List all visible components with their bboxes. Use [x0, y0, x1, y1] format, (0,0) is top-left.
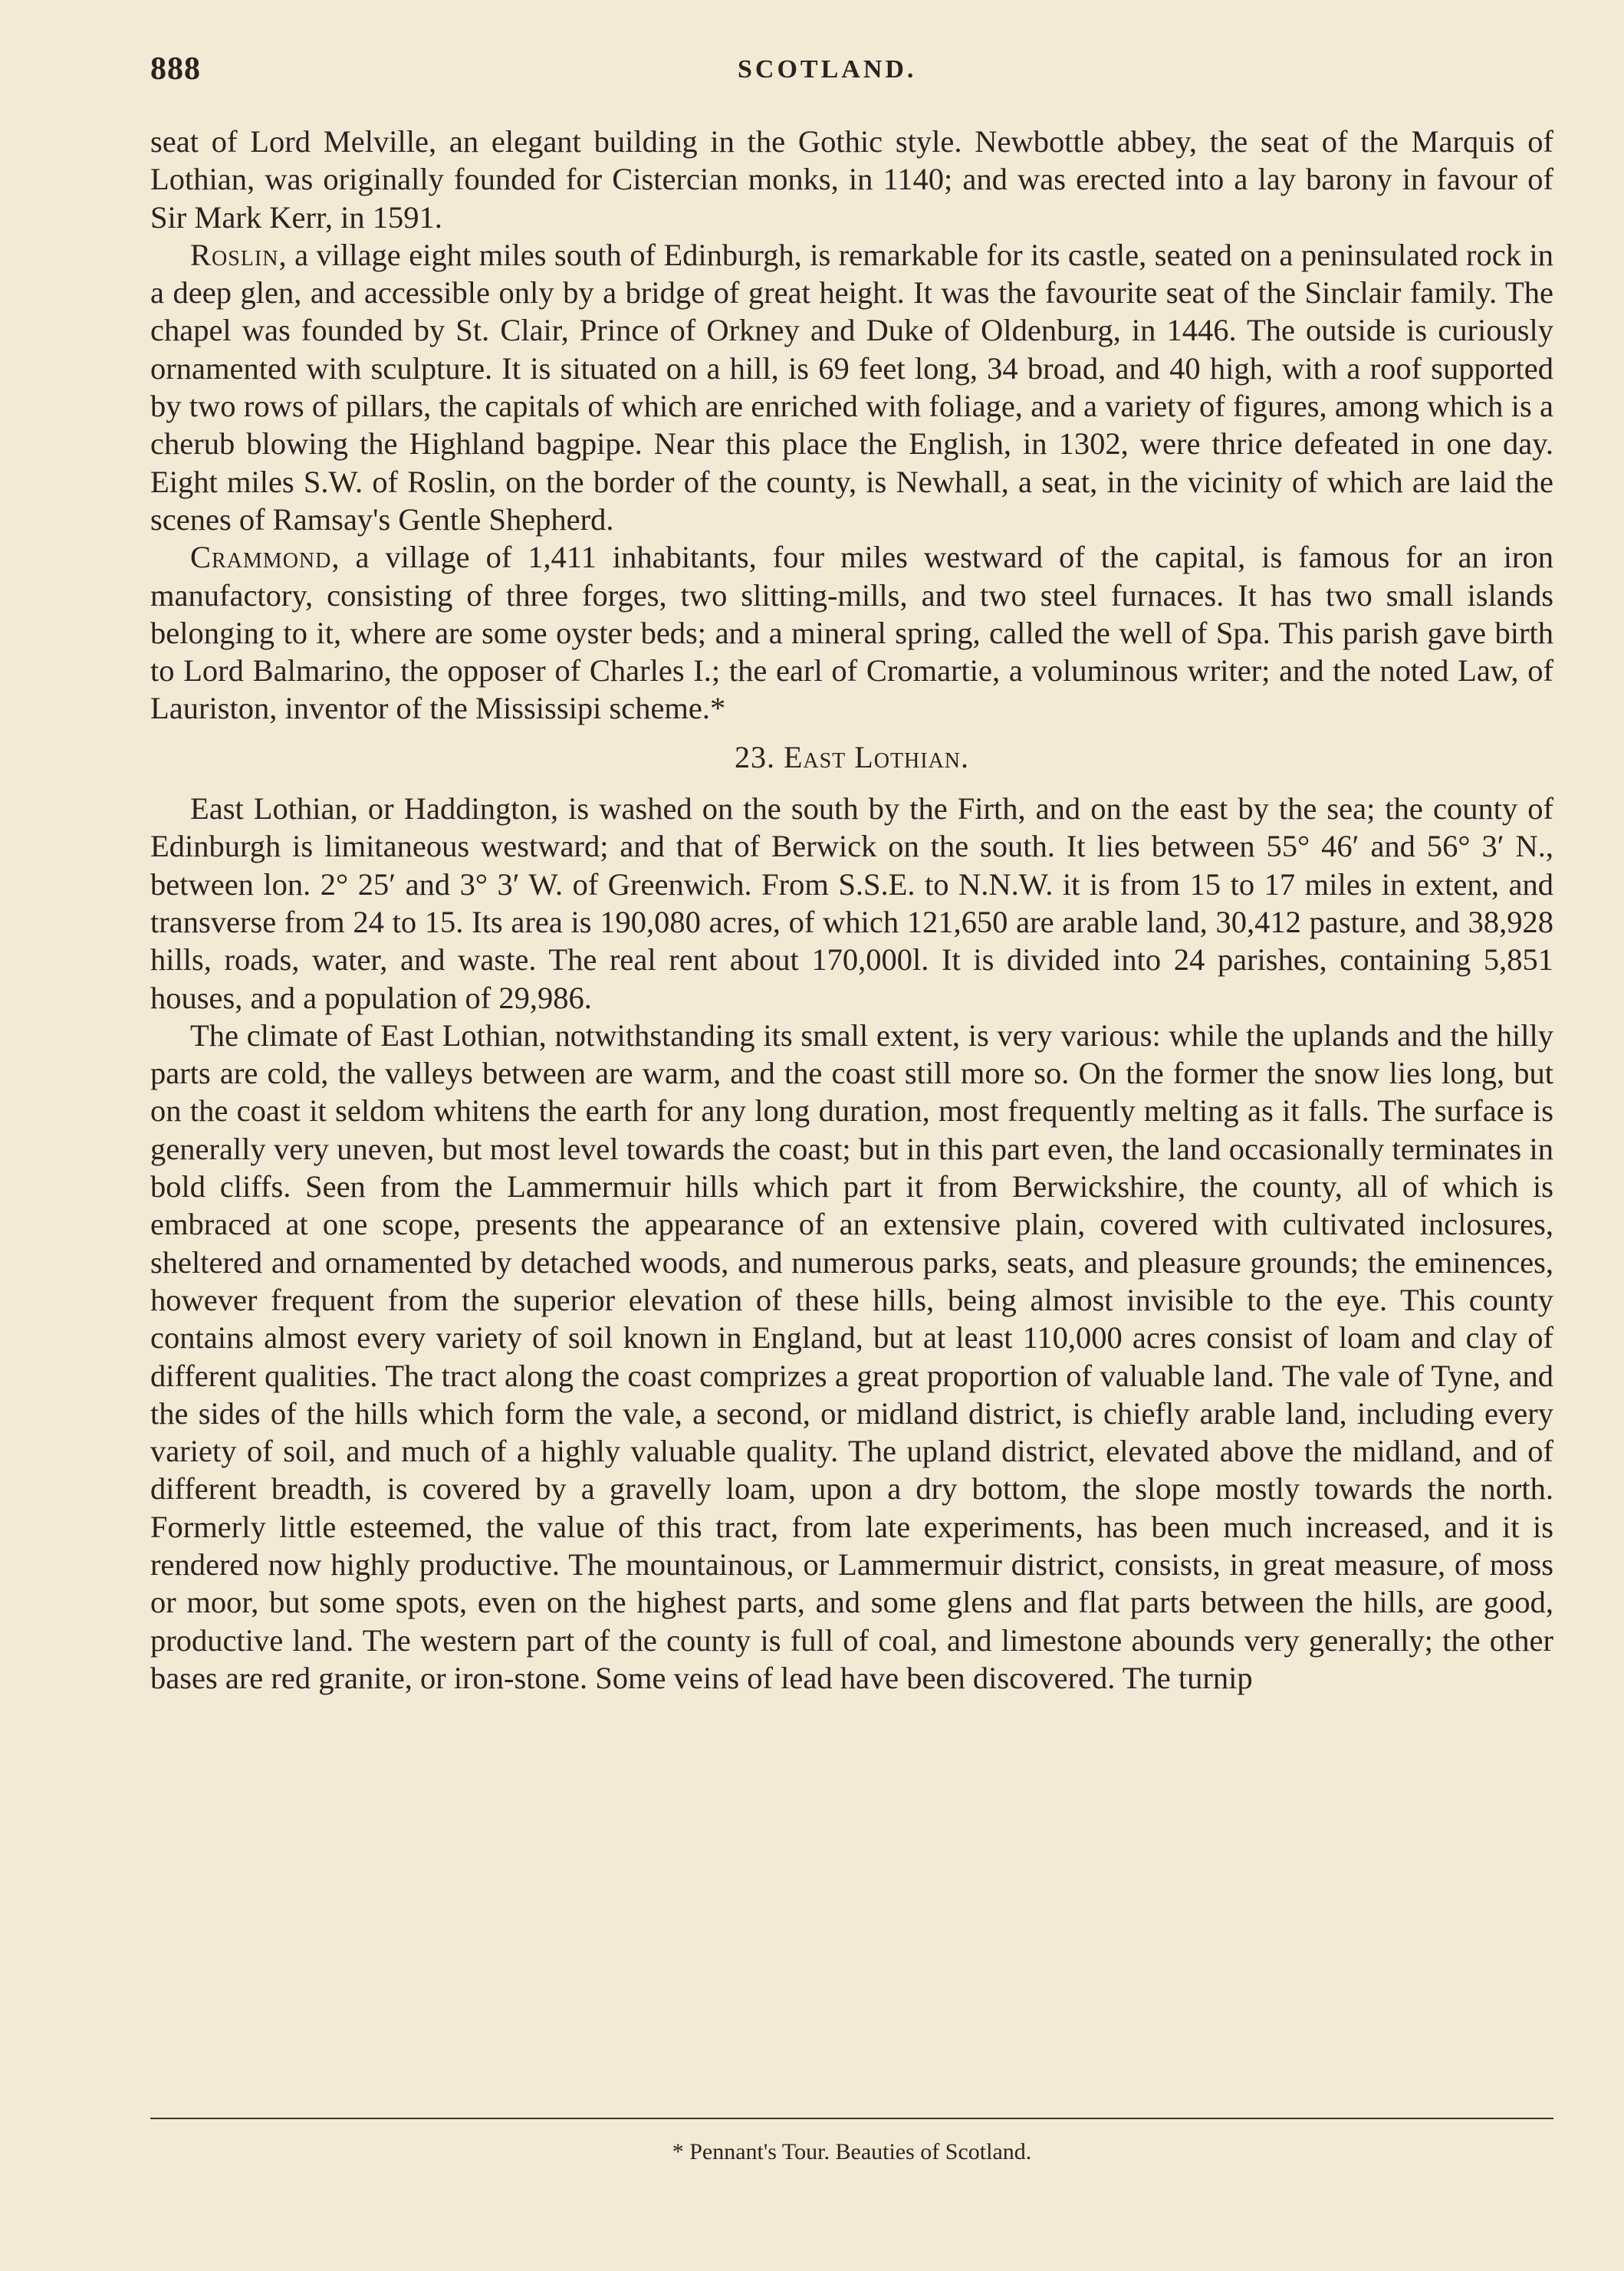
- footnote-rule: [150, 2118, 1553, 2119]
- running-title: SCOTLAND.: [738, 55, 917, 84]
- page-number: 888: [150, 51, 201, 87]
- paragraph-crammond-text: , a village of 1,411 inhabitants, four miles westward of the capital, is famous for an iron manufactory, consisting of three forges, two slitting-mills, and two steel furnaces. It has two small islands belonging to it, where are some oyster beds; and a mineral spring, called the well of Spa. This parish gave birth to Lord Balmarino, the opposer of Charles I.; the earl of Cromartie, a voluminous writer; and the noted Law, of Lauriston, inventor of the Mississipi scheme.*: [150, 540, 1553, 726]
- section-heading: 23. East Lothian.: [734, 739, 970, 774]
- paragraph-newbottle: seat of Lord Melville, an elegant building in the Gothic style. Newbottle abbey, the seat of the Marquis of Lothian, was originally founded for Cistercian monks, in 1140; and was erected into a lay barony in favour of Sir Mark Kerr, in 1591.: [150, 124, 1553, 235]
- body-text: [150, 123, 1553, 1697]
- paragraph-crammond: [150, 538, 1553, 727]
- footnote: * Pennant's Tour. Beauties of Scotland.: [672, 2139, 1032, 2164]
- paragraph-roslin-text: , a village eight miles south of Edinburgh, is remarkable for its castle, seated on a peninsulated rock in a deep glen, and accessible only by a bridge of great height. It was the favourite seat of the Sinclair family. The chapel was founded by St. Clair, Prince of Orkney and Duke of Oldenburg, in 1446. The outside is curiously ornamented with sculpture. It is situated on a hill, is 69 feet long, 34 broad, and 40 high, with a roof supported by two rows of pillars, the capitals of which are enriched with foliage, and a variety of figures, among which is a cherub blowing the Highland bagpipe. Near this place the English, in 1302, were thrice defeated in one day. Eight miles S.W. of Roslin, on the border of the county, is Newhall, a seat, in the vicinity of which are laid the scenes of Ramsay's Gentle Shepherd.: [150, 237, 1553, 537]
- paragraph-east-lothian-overview: East Lothian, or Haddington, is washed on the south by the Firth, and on the east by the sea; the county of Edinburgh is limitaneous westward; and that of Berwick on the south. It lies between 55° 46′ and 56° 3′ N., between lon. 2° 25′ and 3° 3′ W. of Greenwich. From S.S.E. to N.N.W. it is from 15 to 17 miles in extent, and transverse from 24 to 15. Its area is 190,080 acres, of which 121,650 are arable land, 30,412 pasture, and 38,928 hills, roads, water, and waste. The real rent about 170,000l. It is divided into 24 parishes, containing 5,851 houses, and a population of 29,986.: [150, 791, 1553, 1015]
- paragraph-roslin: [150, 236, 1553, 538]
- place-name-roslin: Roslin: [190, 237, 279, 272]
- running-head: [150, 51, 1553, 97]
- paragraph-climate: The climate of East Lothian, notwithstanding its small extent, is very various: while the uplands and the hilly parts are cold, the valleys between are warm, and the coast still more so. On the former the snow lies long, but on the coast it seldom whitens the earth for any long duration, most frequently melting as it falls. The surface is generally very uneven, but most level towards the coast; but in this part even, the land occasionally terminates in bold cliffs. Seen from the Lammermuir hills which part it from Berwickshire, the county, all of which is embraced at one scope, presents the appearance of an extensive plain, covered with cultivated inclosures, sheltered and ornamented by detached woods, and numerous parks, seats, and pleasure grounds; the eminences, however frequent from the superior elevation of these hills, being almost invisible to the eye. This county contains almost every variety of soil known in England, but at least 110,000 acres consist of loam and clay of different qualities. The tract along the coast comprizes a great proportion of valuable land. The vale of Tyne, and the sides of the hills which form the vale, a second, or midland district, is chiefly arable land, including every variety of soil, and much of a highly valuable quality. The upland district, elevated above the midland, and of different breadth, is covered by a gravelly loam, upon a dry bottom, the slope mostly towards the north. Formerly little esteemed, the value of this tract, from late experiments, has been much increased, and it is rendered now highly productive. The mountainous, or Lammermuir district, consists, in great measure, of moss or moor, but some spots, even on the highest parts, and some glens and flat parts between the hills, are good, productive land. The western part of the county is full of coal, and limestone abounds very generally; the other bases are red granite, or iron-stone. Some veins of lead have been discovered. The turnip: [150, 1017, 1553, 1695]
- place-name-crammond: Crammond: [190, 540, 332, 575]
